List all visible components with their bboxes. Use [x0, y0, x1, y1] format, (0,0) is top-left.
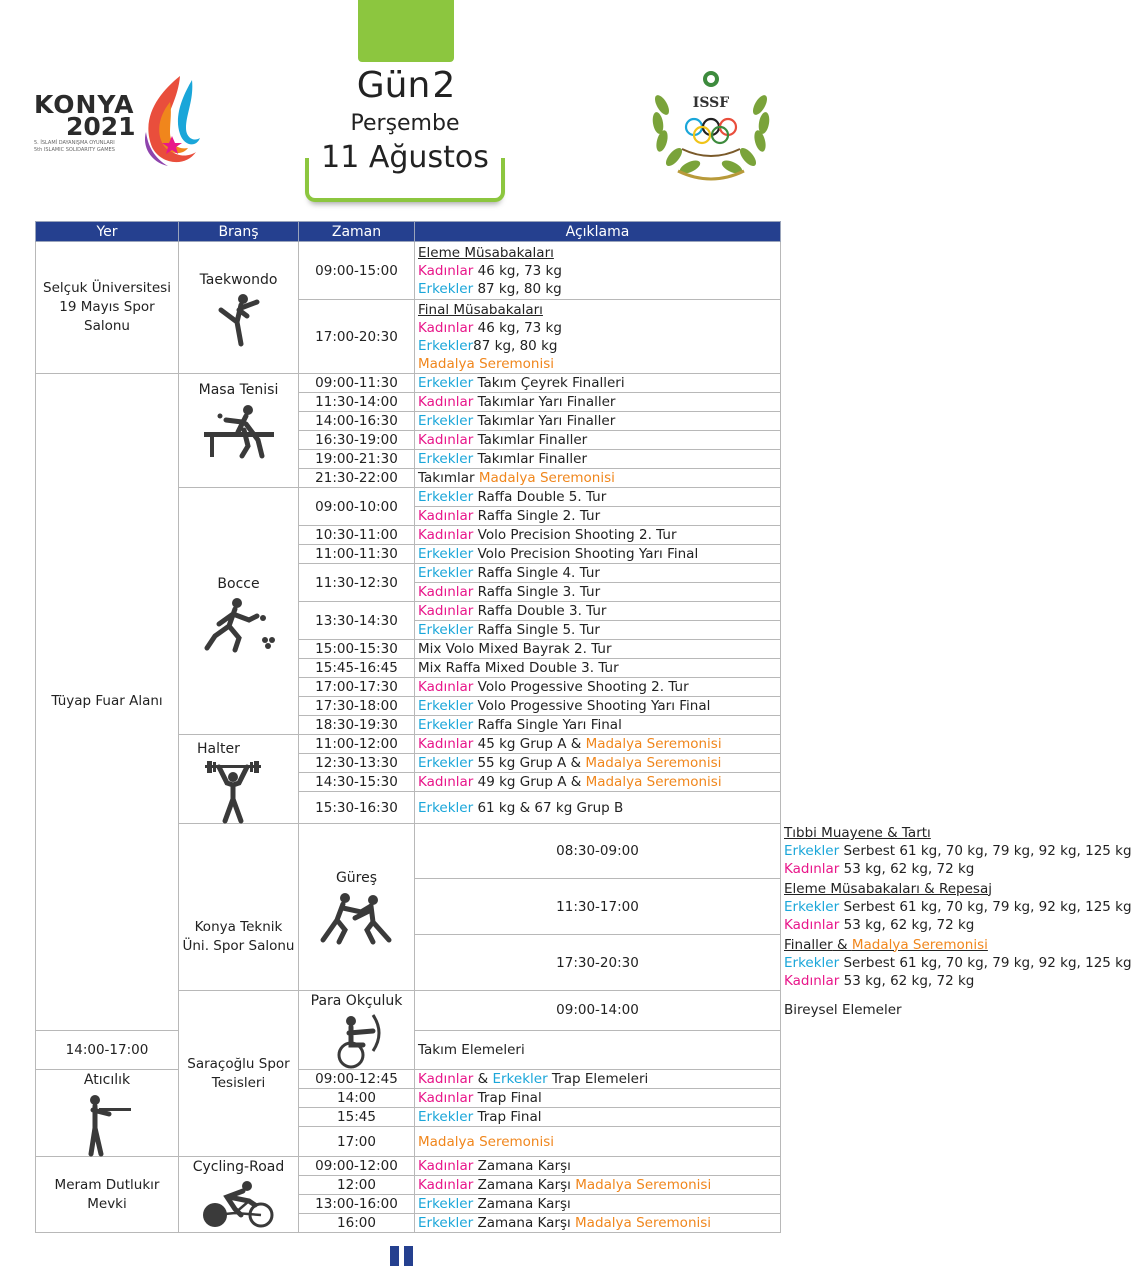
sport-name: Atıcılık	[83, 1072, 131, 1088]
venue-name: Saraçoğlu Spor Tesisleri	[187, 1055, 290, 1091]
header-yer: Yer	[36, 222, 179, 242]
header-brans: Branş	[179, 222, 299, 242]
sport-name: Cycling-Road	[192, 1159, 285, 1175]
header-aciklama: Açıklama	[415, 222, 781, 242]
desc-cell	[415, 792, 781, 824]
desc-text: 53 kg, 62 kg, 72 kg	[839, 972, 975, 989]
desc-text: Zamana Karşı	[473, 1177, 576, 1193]
kadinlar-label: Kadınlar	[784, 861, 840, 877]
time-cell: 12:30-13:30	[299, 754, 415, 773]
footer-bar	[390, 1246, 399, 1266]
logo-sub1: 5. İSLAMİ DAYANIŞMA OYUNLARI	[34, 140, 115, 146]
desc-cell	[415, 678, 781, 697]
table-row	[36, 1157, 781, 1176]
title-bracket	[305, 158, 505, 202]
time-cell: 17:00-20:30	[299, 300, 415, 374]
desc-text: Raffa Single 3. Tur	[473, 584, 601, 600]
venue-name: Selçuk Üniversitesi 19 Mayıs Spor Salonu	[43, 280, 171, 334]
kadinlar-label: Kadınlar	[418, 774, 474, 790]
time-cell: 08:30-09:00	[415, 824, 781, 879]
desc-text: Raffa Single 4. Tur	[473, 565, 600, 581]
time-cell: 15:45-16:45	[299, 659, 415, 678]
table-tennis-icon	[202, 402, 276, 460]
venue-cell	[179, 824, 299, 991]
desc-cell	[415, 300, 781, 374]
time-cell: 17:00-17:30	[299, 678, 415, 697]
desc-cell	[415, 697, 781, 716]
time-cell: 11:00-12:00	[299, 735, 415, 754]
kadinlar-label: Kadınlar	[418, 1090, 474, 1106]
erkekler-label: Erkekler	[418, 413, 474, 429]
desc-cell	[415, 507, 781, 526]
desc-cell	[415, 1108, 781, 1127]
sport-cell	[299, 824, 415, 991]
table-row	[36, 242, 781, 300]
desc-cell	[415, 1127, 781, 1157]
desc-cell	[415, 1157, 781, 1176]
time-cell: 19:00-21:30	[299, 450, 415, 469]
logo-sub2: 5th ISLAMIC SOLIDARITY GAMES	[34, 147, 115, 153]
para-archery-icon	[329, 1013, 385, 1069]
desc-text: Zamana Karşı	[473, 1158, 571, 1174]
kadinlar-label: Kadınlar	[418, 1158, 474, 1174]
time-cell: 12:00	[299, 1176, 415, 1195]
time-cell: 14:00-16:30	[299, 412, 415, 431]
time-cell: 09:00-15:00	[299, 242, 415, 300]
desc-cell	[415, 450, 781, 469]
wrestling-icon	[315, 890, 399, 944]
desc-text: 45 kg Grup A &	[473, 736, 586, 752]
kadinlar-label: Kadınlar	[418, 603, 474, 619]
day-number: 2	[432, 65, 456, 106]
time-cell: 17:30-20:30	[415, 935, 781, 991]
table-row	[36, 1070, 781, 1089]
erkekler-label: Erkekler	[418, 337, 474, 354]
madalya-label: Madalya Seremonisi	[585, 755, 722, 771]
kadinlar-label: Kadınlar	[418, 679, 474, 695]
time-cell: 09:00-10:00	[299, 488, 415, 526]
desc-heading: Eleme Müsabakaları	[418, 244, 554, 261]
erkekler-label: Erkekler	[492, 1071, 548, 1087]
time-cell: 11:00-11:30	[299, 545, 415, 564]
sport-cell	[179, 374, 299, 488]
time-cell: 18:30-19:30	[299, 716, 415, 735]
kadinlar-label: Kadınlar	[418, 527, 474, 543]
time-cell: 09:00-12:00	[299, 1157, 415, 1176]
desc-text: &	[477, 1071, 489, 1087]
desc-text: Takımlar Yarı Finaller	[473, 394, 616, 410]
kadinlar-label: Kadınlar	[784, 916, 840, 933]
desc-cell	[415, 242, 781, 300]
desc-text: Trap Elemeleri	[547, 1071, 649, 1087]
erkekler-label: Erkekler	[784, 843, 840, 859]
erkekler-label: Erkekler	[418, 375, 474, 391]
desc-text: Volo Precision Shooting 2. Tur	[473, 527, 677, 543]
venue-name: Tüyap Fuar Alanı	[51, 693, 163, 710]
desc-cell	[415, 1070, 781, 1089]
time-cell: 14:00	[299, 1089, 415, 1108]
kadinlar-label: Kadınlar	[418, 1177, 474, 1193]
desc-text: 46 kg, 73 kg	[473, 319, 562, 336]
desc-cell	[415, 564, 781, 583]
desc-line	[418, 337, 777, 355]
sport-cell	[299, 991, 415, 1070]
time-cell: 10:30-11:00	[299, 526, 415, 545]
desc-cell	[415, 393, 781, 412]
erkekler-label: Erkekler	[418, 1109, 474, 1125]
table-row	[36, 374, 781, 393]
desc-text: Zamana Karşı	[473, 1215, 576, 1231]
desc-cell	[415, 735, 781, 754]
kadinlar-label: Kadınlar	[418, 584, 474, 600]
erkekler-label: Erkekler	[418, 546, 474, 562]
madalya-label: Madalya Seremonisi	[585, 736, 722, 752]
erkekler-label: Erkekler	[418, 799, 474, 816]
madalya-label: Madalya Seremonisi	[585, 774, 722, 790]
desc-text: Raffa Double 3. Tur	[473, 603, 607, 619]
desc-cell	[415, 374, 781, 393]
erkekler-label: Erkekler	[418, 451, 474, 467]
desc-text: Takımlar Yarı Finaller	[473, 413, 616, 429]
kadinlar-label: Kadınlar	[418, 432, 474, 448]
weightlifting-icon	[203, 761, 263, 823]
desc-text: 55 kg Grup A &	[473, 755, 586, 771]
kadinlar-label: Kadınlar	[418, 736, 474, 752]
time-cell: 13:00-16:00	[299, 1195, 415, 1214]
desc-text: 53 kg, 62 kg, 72 kg	[839, 916, 975, 933]
time-cell: 11:30-12:30	[299, 564, 415, 602]
logo-word: KONYA	[34, 90, 135, 119]
desc-text: Takım Çeyrek Finalleri	[473, 375, 625, 391]
day-label: Gün	[356, 65, 431, 106]
desc-heading: Final Müsabakaları	[418, 301, 543, 318]
venue-name: Meram Dutlukır Mevki	[54, 1176, 160, 1212]
time-cell: 15:30-16:30	[299, 792, 415, 824]
desc-line	[418, 262, 777, 280]
sport-name: Güreş	[335, 870, 378, 886]
desc-cell	[415, 488, 781, 507]
venue-cell	[36, 374, 179, 1031]
madalya-label: Madalya Seremonisi	[851, 936, 988, 953]
desc-text: Raffa Single Yarı Final	[473, 717, 622, 733]
desc-cell	[415, 526, 781, 545]
erkekler-label: Erkekler	[418, 565, 474, 581]
erkekler-label: Erkekler	[418, 1215, 474, 1231]
day-title	[300, 64, 510, 108]
desc-text: Serbest 61 kg, 70 kg, 79 kg, 92 kg, 125 kg	[839, 843, 1132, 859]
footer-bars	[390, 1246, 418, 1270]
desc-text: Serbest 61 kg, 70 kg, 79 kg, 92 kg, 125 kg	[839, 954, 1132, 971]
erkekler-label: Erkekler	[418, 489, 474, 505]
desc-text: Volo Progessive Shooting Yarı Final	[473, 698, 711, 714]
weekday: Perşembe	[350, 111, 460, 136]
desc-cell	[415, 716, 781, 735]
desc-text: 53 kg, 62 kg, 72 kg	[839, 861, 975, 877]
desc-text: Raffa Double 5. Tur	[473, 489, 607, 505]
venue-cell	[179, 991, 299, 1157]
issf-logo	[648, 65, 774, 183]
laurel-icon	[648, 65, 774, 183]
sport-name: Taekwondo	[199, 272, 278, 288]
header-zaman: Zaman	[299, 222, 415, 242]
table-header-row	[36, 222, 781, 242]
kadinlar-label: Kadınlar	[418, 319, 474, 336]
time-cell: 11:30-17:00	[415, 879, 781, 935]
kadinlar-label: Kadınlar	[784, 972, 840, 989]
time-cell: 09:00-14:00	[415, 991, 781, 1031]
sport-cell	[179, 242, 299, 374]
desc-cell	[415, 1176, 781, 1195]
erkekler-label: Erkekler	[784, 954, 840, 971]
time-cell: 09:00-11:30	[299, 374, 415, 393]
erkekler-label: Erkekler	[418, 755, 474, 771]
erkekler-label: Erkekler	[418, 622, 474, 638]
desc-text: &	[832, 936, 852, 953]
desc-line	[418, 319, 777, 337]
desc-line	[418, 280, 777, 298]
time-cell: 17:00	[299, 1127, 415, 1157]
desc-text: Zamana Karşı	[473, 1196, 571, 1212]
desc-text: Volo Progessive Shooting 2. Tur	[473, 679, 689, 695]
kadinlar-label: Kadınlar	[418, 508, 474, 524]
sport-name: Halter	[197, 741, 240, 757]
desc-text: Raffa Single 5. Tur	[473, 622, 600, 638]
time-cell: 21:30-22:00	[299, 469, 415, 488]
desc-cell	[415, 1089, 781, 1108]
sport-cell	[36, 1070, 179, 1157]
shooting-icon	[79, 1092, 135, 1156]
venue-cell	[36, 1157, 179, 1233]
time-cell: 14:30-15:30	[299, 773, 415, 792]
table-row: 11:30-17:00 Eleme Müsabakaları & Repesaj Erkekler Serbest 61 kg, 70 kg, 79 kg, 92 kg, 125 kg Kadınlar 53 kg, 62 kg, 72 kg	[36, 879, 781, 935]
erkekler-label: Erkekler	[418, 280, 474, 297]
desc-cell	[415, 754, 781, 773]
desc-cell	[415, 583, 781, 602]
erkekler-label: Erkekler	[418, 1196, 474, 1212]
desc-text: 49 kg Grup A &	[473, 774, 586, 790]
time-cell: 15:45	[299, 1108, 415, 1127]
date: 11 Ağustos	[321, 140, 489, 175]
desc-text: Raffa Single 2. Tur	[473, 508, 601, 524]
time-cell: 14:00-17:00	[36, 1030, 179, 1070]
venue-cell	[36, 242, 179, 374]
cycling-icon	[201, 1179, 277, 1229]
desc-cell	[415, 773, 781, 792]
time-cell: 16:30-19:00	[299, 431, 415, 450]
erkekler-label: Erkekler	[418, 717, 474, 733]
desc-text: Volo Precision Shooting Yarı Final	[473, 546, 699, 562]
time-cell: 15:00-15:30	[299, 640, 415, 659]
sport-cell	[179, 735, 299, 824]
desc-text: 61 kg & 67 kg Grup B	[473, 799, 624, 816]
madalya-label: Madalya Seremonisi	[478, 470, 615, 486]
desc-cell	[415, 1195, 781, 1214]
desc-text: Takımlar Finaller	[473, 451, 588, 467]
header-green-tab	[358, 0, 454, 62]
madalya-label: Madalya Seremonisi	[575, 1177, 712, 1193]
desc-text: Trap Final	[473, 1109, 542, 1125]
desc-text: Takımlar Finaller	[473, 432, 588, 448]
issf-text: ISSF	[692, 95, 730, 111]
time-cell: 09:00-12:45	[299, 1070, 415, 1089]
erkekler-label: Erkekler	[418, 698, 474, 714]
table-row: Konya Teknik Üni. Spor Salonu Güreş 08:30-09:00 Tıbbi Muayene & Tartı Erkekler Serbest 61 kg, 70 kg, 79 kg, 92 kg, 125 kg Kadınlar 53 kg, 62 kg, 72 kg	[36, 824, 781, 879]
desc-text: 46 kg, 73 kg	[473, 262, 562, 279]
desc-text: Serbest 61 kg, 70 kg, 79 kg, 92 kg, 125 kg	[839, 898, 1132, 915]
kadinlar-label: Kadınlar	[418, 394, 474, 410]
bocce-icon	[199, 596, 279, 654]
desc-cell	[415, 1214, 781, 1233]
sport-cell	[179, 1157, 299, 1233]
desc-cell: Takım Elemeleri	[415, 1030, 781, 1070]
time-cell: 16:00	[299, 1214, 415, 1233]
sport-name: Bocce	[217, 576, 260, 592]
desc-cell	[415, 602, 781, 621]
desc-text: Trap Final	[473, 1090, 542, 1106]
venue-name: Konya Teknik Üni. Spor Salonu	[182, 919, 295, 954]
sport-name: Masa Tenisi	[198, 382, 279, 398]
desc-text: 87 kg, 80 kg	[473, 337, 558, 354]
time-cell: 11:30-14:00	[299, 393, 415, 412]
taekwondo-icon	[217, 292, 261, 346]
schedule-table	[35, 221, 1132, 1233]
desc-cell	[415, 621, 781, 640]
desc-cell: Mix Raffa Mixed Double 3. Tur	[415, 659, 781, 678]
desc-text: Finaller	[784, 936, 833, 953]
desc-text: 87 kg, 80 kg	[473, 280, 562, 297]
kadinlar-label: Kadınlar	[418, 1071, 474, 1087]
table-row: Saraçoğlu Spor Tesisleri Para Okçuluk 09:00-14:00 Bireysel Elemeler	[36, 991, 781, 1031]
erkekler-label: Erkekler	[784, 898, 840, 915]
time-cell: 17:30-18:00	[299, 697, 415, 716]
logo-year: 2021	[66, 112, 136, 141]
desc-cell	[415, 469, 781, 488]
desc-cell	[415, 431, 781, 450]
konya-2021-logo	[30, 72, 210, 172]
madalya-label: Madalya Seremonisi	[418, 355, 555, 372]
footer-bar	[404, 1246, 413, 1266]
flame-icon	[130, 72, 205, 172]
sport-name: Para Okçuluk	[310, 993, 403, 1009]
kadinlar-label: Kadınlar	[418, 262, 474, 279]
madalya-label: Madalya Seremonisi	[575, 1215, 712, 1231]
madalya-label: Madalya Seremonisi	[418, 1133, 555, 1150]
desc-cell	[415, 545, 781, 564]
time-cell: 13:30-14:30	[299, 602, 415, 640]
sport-cell	[179, 488, 299, 735]
desc-cell	[415, 412, 781, 431]
desc-cell: Mix Volo Mixed Bayrak 2. Tur	[415, 640, 781, 659]
desc-text: Takımlar	[418, 470, 479, 486]
